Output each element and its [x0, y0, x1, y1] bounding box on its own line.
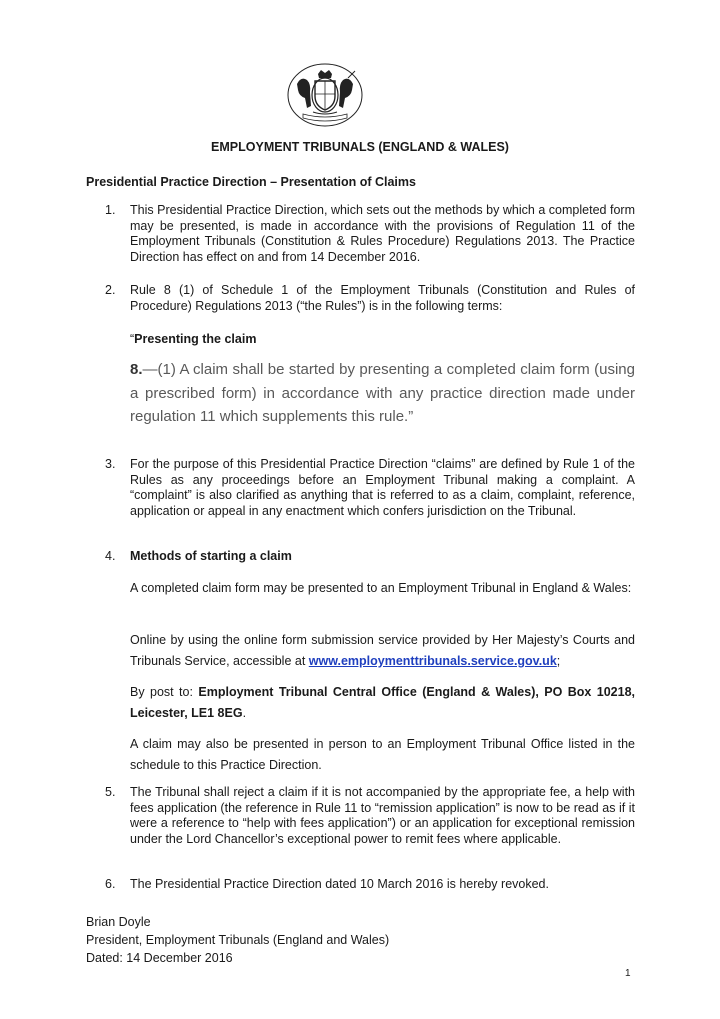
- online-text: Online by using the online form submission service provided by Her Majesty’s Courts and Tribunals Service, accessible at: [130, 633, 635, 668]
- methods-intro: A completed claim form may be presented to an Employment Tribunal in England & Wales:: [130, 581, 632, 595]
- item-text: For the purpose of this Presidential Practice Direction “claims” are defined by Rule 1 of the Rules as any proceedings before an Employment Tribunal making a complaint. A “complaint” is also clarified as anything that is referred to as a claim, complaint, reference, application or appeal in any enactment which confers jurisdiction on the Tribunal.: [130, 457, 635, 518]
- signature-block: [86, 913, 389, 967]
- item-number: 5.: [105, 785, 116, 799]
- page-number: 1: [625, 968, 631, 979]
- date-line: Dated: 14 December 2016: [86, 951, 233, 965]
- item-text: The Presidential Practice Direction dated 10 March 2016 is hereby revoked.: [130, 877, 549, 891]
- post-end: .: [242, 706, 247, 720]
- online-end: ;: [556, 654, 561, 668]
- post-address: Employment Tribunal Central Office (England & Wales), PO Box 10218, Leicester, LE1 8EG: [130, 685, 636, 720]
- rule-number: 8.: [130, 361, 143, 378]
- item-text: The Tribunal shall reject a claim if it is not accompanied by the appropriate fee, a help with fees application (the reference in Rule 11 to “remission application” is now to be read as if it were a reference to “help with fees application”) or an application for exceptional remission under the Lord Chancellor’s exceptional power to remit fees where applicable.: [130, 785, 635, 846]
- list-item: [105, 457, 635, 519]
- royal-coat-of-arms-icon: [285, 62, 365, 130]
- signatory-role: President, Employment Tribunals (England and Wales): [86, 933, 390, 947]
- page-title: EMPLOYMENT TRIBUNALS (ENGLAND & WALES): [211, 140, 509, 154]
- in-person-method: A claim may also be presented in person to an Employment Tribunal Office listed in the schedule to this Practice Direction.: [130, 737, 635, 772]
- item-heading: Methods of starting a claim: [130, 549, 292, 563]
- document-subtitle: Presidential Practice Direction – Presentation of Claims: [86, 175, 416, 189]
- online-method: [130, 630, 635, 672]
- tribunal-website-link[interactable]: www.employmenttribunals.service.gov.uk: [308, 654, 557, 668]
- list-item: [105, 283, 635, 314]
- item-number: 2.: [105, 283, 116, 297]
- list-item: [105, 785, 635, 847]
- item-text: Rule 8 (1) of Schedule 1 of the Employment Tribunals (Constitution and Rules of Procedure) Regulations 2013 (“the Rules”) is in the following terms:: [130, 283, 635, 313]
- signatory-name: Brian Doyle: [86, 915, 151, 929]
- post-method: [130, 682, 635, 724]
- list-item: [105, 203, 635, 265]
- item-number: 1.: [105, 203, 116, 217]
- item-text: This Presidential Practice Direction, which sets out the methods by which a completed form may be presented, is made in accordance with the provisions of Regulation 11 of the Employment Tribunals (Constitution & Rules Procedure) Regulations 2013. The Practice Direction has effect on and from 14 December 2016.: [130, 203, 635, 264]
- item-number: 3.: [105, 457, 116, 471]
- quote-heading: [130, 329, 635, 350]
- quote-heading-text: Presenting the claim: [134, 332, 257, 346]
- rule-text: —(1) A claim shall be started by presenting a completed claim form (using a prescribed form) in accordance with any practice direction made under regulation 11 which supplements this rule.”: [130, 361, 635, 425]
- rule-quote: [130, 358, 635, 429]
- list-item: [105, 877, 635, 893]
- item-number: 4.: [105, 549, 116, 563]
- quote-open-mark: “: [130, 332, 135, 346]
- post-label: By post to:: [130, 685, 199, 699]
- item-number: 6.: [105, 877, 116, 891]
- list-item: [105, 549, 635, 565]
